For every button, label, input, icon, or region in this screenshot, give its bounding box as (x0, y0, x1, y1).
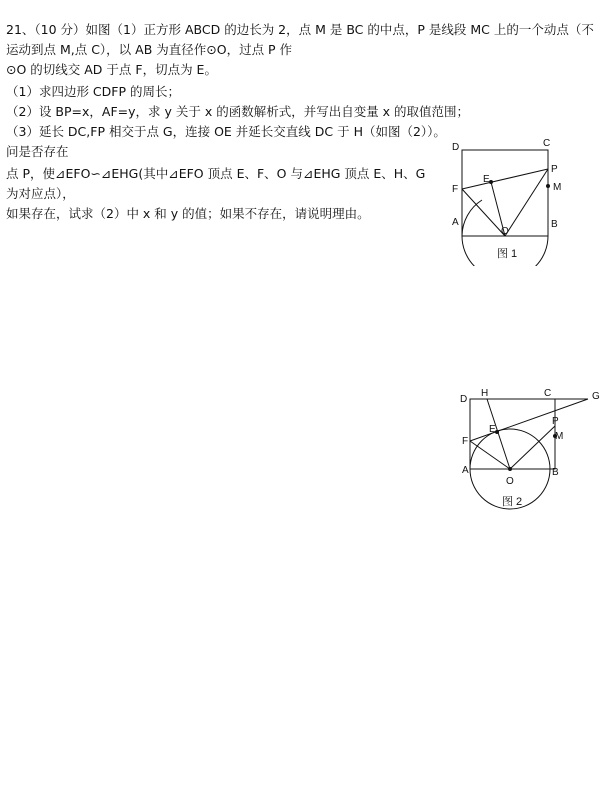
label-p: P (552, 416, 559, 427)
label-c: C (544, 388, 552, 399)
question-3-line-5: 如果存在，试求（2）中 x 和 y 的值；如果不存在，请说明理由。 (6, 206, 370, 221)
question-3: （3）延长 DC,FP 相交于点 G，连接 OE 并延长交直线 DC 于 H（如图（2））。 (6, 124, 446, 139)
point-o (508, 467, 512, 471)
label-e: E (489, 424, 496, 435)
label-m: M (553, 182, 562, 193)
figure-2 (440, 384, 615, 519)
question-3-line-3: 点 P，使⊿EFO∽⊿EHG(其中⊿EFO 顶点 E、F、O 与⊿EHG 顶点 E、H、G (6, 166, 426, 181)
tangent-circle-arc (462, 200, 482, 236)
label-o: O (506, 476, 514, 487)
label-a: A (462, 465, 469, 476)
segment-po (510, 426, 555, 469)
label-e: E (483, 174, 490, 185)
label-c: C (543, 138, 551, 149)
label-f: F (462, 436, 469, 447)
problem-statement-line-1: 21、（10 分）如图（1）正方形 ABCD 的边长为 2，点 M 是 BC 的中点，P 是线段 MC 上的一个动点（不 (6, 22, 594, 37)
figure-1-caption: 图 1 (497, 248, 518, 260)
label-h: H (481, 388, 489, 399)
question-3-line-4: 为对应点）， (6, 186, 75, 201)
segment-po (505, 169, 548, 236)
label-f: F (452, 184, 459, 195)
problem-statement-line-3: ⊙O 的切线交 AD 于点 F，切点为 E。 (6, 62, 217, 77)
question-1: （1）求四边形 CDFP 的周长； (6, 84, 180, 99)
question-2: （2）设 BP=x，AF=y，求 y 关于 x 的函数解析式，并写出自变量 x 的取值范围； (6, 104, 470, 119)
square-abcd (470, 399, 555, 469)
label-p: P (551, 164, 558, 175)
label-b: B (551, 219, 558, 230)
label-o: O (501, 226, 509, 237)
label-a: A (452, 217, 459, 228)
segment-fo (470, 441, 510, 469)
figure-2-caption: 图 2 (502, 496, 523, 508)
label-m: M (555, 431, 564, 442)
figure-1 (440, 136, 600, 266)
label-b: B (552, 467, 559, 478)
tangent-line-fp (462, 169, 548, 189)
point-m (546, 184, 550, 188)
label-d: D (460, 394, 468, 405)
label-g: G (592, 391, 600, 402)
label-d: D (452, 142, 460, 153)
square-abcd (462, 150, 548, 236)
problem-statement-line-2: 运动到点 M,点 C），以 AB 为直径作⊙O，过点 P 作 (6, 42, 293, 57)
question-3-line-2: 问是否存在 (6, 144, 69, 159)
tangent-line-fg (470, 399, 588, 441)
